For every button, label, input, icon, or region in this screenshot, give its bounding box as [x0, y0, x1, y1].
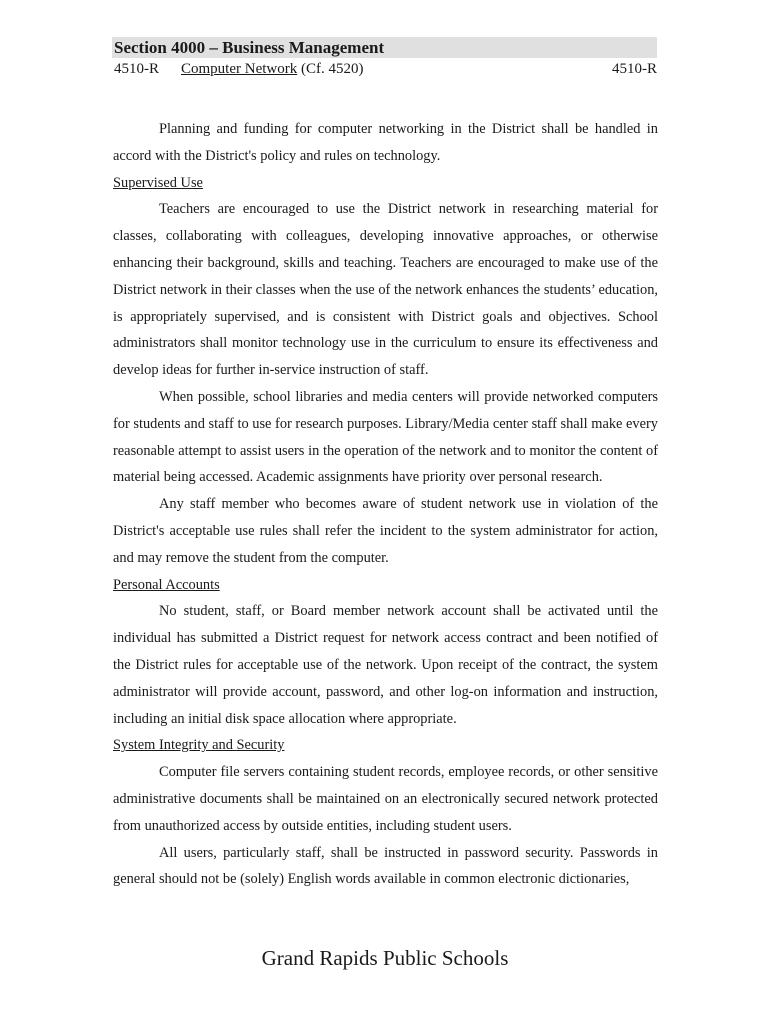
paragraph: When possible, school libraries and media centers will provide networked computers for students and staff to use for research purposes. Library/Media center staff shall make every reasonable attempt to assist users in the operation of the network and to monitor the content of material being accessed. Academic assignments have priority over personal research.	[113, 388, 658, 486]
paragraph: No student, staff, or Board member network account shall be activated until the individual has submitted a District request for network access contract and been notified of the District rules for acceptable use of the network. Upon receipt of the contract, the system administrator will provide account, password, and other log-on information and instruction, including an initial disk space allocation where appropriate.	[113, 603, 658, 727]
paragraph: All users, particularly staff, shall be instructed in password security. Passwords in general should not be (solely) English words available in common electronic dictionaries,	[113, 844, 658, 888]
heading-supervised-use: Supervised Use	[113, 174, 203, 191]
policy-code-left: 4510-R	[114, 61, 159, 77]
heading-system-integrity: System Integrity and Security	[113, 737, 285, 754]
paragraph: Teachers are encouraged to use the District network in researching material for classes, collaborating with colleagues, developing innovative approaches, or otherwise enhancing their background, skills and teaching. Teachers are encouraged to make use of the District network in their classes when the use of the network enhances the students’ education, is appropriately supervised, and is consistent with District goals and objectives. School administrators shall monitor technology use in the curriculum to ensure its effectiveness and develop ideas for further in-service instruction of staff.	[113, 201, 658, 379]
policy-title: Computer Network	[181, 61, 298, 77]
policy-title-line	[181, 59, 363, 79]
paragraph: Computer file servers containing student records, employee records, or other sensitive administrative documents shall be maintained on an electronically secured network protected from unauthorized access by outside entities, including student users.	[113, 764, 658, 834]
paragraph: Any staff member who becomes aware of student network use in violation of the District's acceptable use rules shall refer the incident to the system administrator for action, and may remove the student from the computer.	[113, 496, 658, 566]
policy-subheader	[114, 59, 657, 79]
footer-organization: Grand Rapids Public Schools	[261, 946, 509, 970]
document-body	[113, 116, 658, 893]
heading-personal-accounts: Personal Accounts	[113, 576, 220, 593]
policy-code-right: 4510-R	[612, 61, 657, 77]
section-title: Section 4000 – Business Management	[114, 38, 385, 57]
policy-reference: (Cf. 4520)	[297, 61, 364, 77]
intro-paragraph: Planning and funding for computer networking in the District shall be handled in accord with the District's policy and rules on technology.	[113, 121, 658, 164]
